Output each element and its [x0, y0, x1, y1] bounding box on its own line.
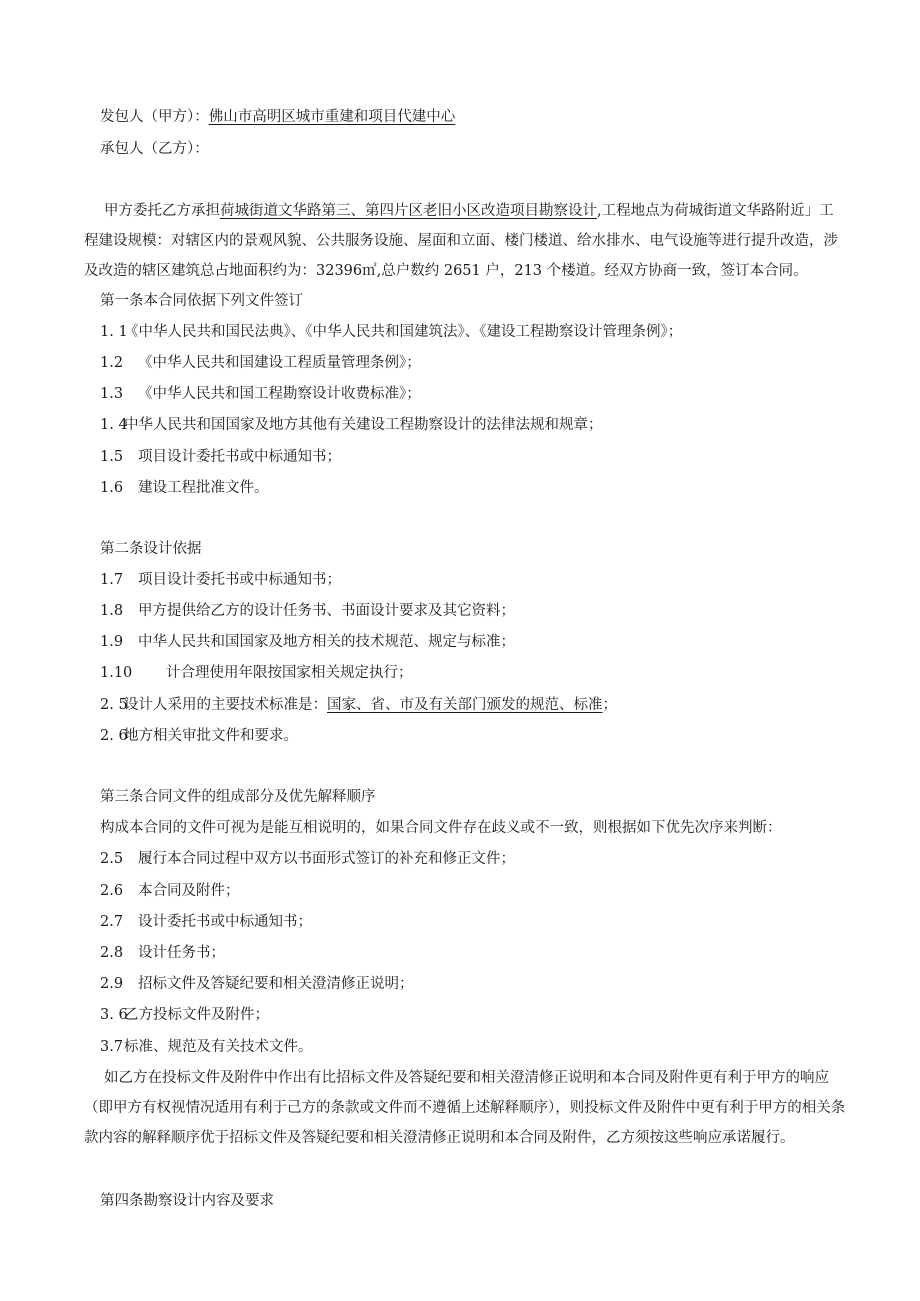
article-2-item: 2. 5设计人采用的主要技术标准是：国家、省、市及有关部门颁发的规范、标准； — [100, 697, 617, 713]
article-1-item: 1.3 《中华人民共和国工程勘察设计收费标准》； — [100, 386, 421, 402]
project-name: 荷城街道文华路第三、第四片区老旧小区改造项目勘察设计 — [220, 203, 597, 219]
article-3-closing-2: （即甲方有权视情况适用有利于己方的条款或文件而不遵循上述解释顺序），则投标文件及附件中更有利于甲方的相关条 — [84, 1100, 846, 1116]
contractor-label: 承包人（乙方）： — [100, 141, 209, 157]
article-3-intro: 构成本合同的文件可视为是能互相说明的，如果合同文件存在歧义或不一致，则根据如下优先次序来判断： — [100, 820, 782, 836]
article-2-item: 1.7 项目设计委托书或中标通知书； — [100, 572, 341, 588]
article-1-item: 1.6 建设工程批准文件。 — [100, 480, 269, 496]
article-1-item: 1.5 项目设计委托书或中标通知书； — [100, 449, 341, 465]
article-3-item: 2.9 招标文件及答疑纪要和相关澄清修正说明； — [100, 976, 414, 992]
employer-label: 发包人（甲方）： — [100, 109, 209, 125]
article-2-title: 第二条设计依据 — [100, 541, 202, 557]
article-3-item: 2.8 设计任务书； — [100, 945, 225, 961]
article-4-title: 第四条勘察设计内容及要求 — [100, 1193, 274, 1209]
contractor-line — [100, 139, 209, 159]
article-3-item: 3.7标准、规范及有关技术文件。 — [100, 1039, 313, 1055]
article-3-item: 2.6 本合同及附件； — [100, 883, 240, 899]
article-1-item: 1. 1《中华人民共和国民法典》、《中华人民共和国建筑法》、《建设工程勘察设计管理条例》； — [100, 324, 683, 340]
intro-line-1: 甲方委托乙方承担荷城街道文华路第三、第四片区老旧小区改造项目勘察设计,工程地点为荷城街道文华路附近」工 — [104, 203, 834, 219]
article-3-closing-1: 如乙方在投标文件及附件中作出有比招标文件及答疑纪要和相关澄清修正说明和本合同及附件更有利于甲方的响应 — [104, 1070, 829, 1086]
article-2-item: 2. 6地方相关审批文件和要求。 — [100, 728, 298, 744]
article-3-item: 3. 6乙方投标文件及附件； — [100, 1007, 269, 1023]
article-1-title: 第一条本合同依据下列文件签订 — [100, 293, 303, 309]
article-3-item: 2.7 设计委托书或中标通知书； — [100, 914, 312, 930]
article-1-item: 1.2 《中华人民共和国建设工程质量管理条例》； — [100, 355, 421, 371]
article-3-title: 第三条合同文件的组成部分及优先解释顺序 — [100, 789, 376, 805]
employer-line — [100, 107, 455, 127]
standards-text: 国家、省、市及有关部门颁发的规范、标准 — [327, 697, 603, 713]
article-3-item: 2.5 履行本合同过程中双方以书面形式签订的补充和修正文件； — [100, 851, 515, 867]
article-1-item: 1. 4中华人民共和国国家及地方其他有关建设工程勘察设计的法律法规和规章； — [100, 417, 603, 433]
article-3-closing-3: 款内容的解释顺序优于招标文件及答疑纪要和相关澄清修正说明和本合同及附件，乙方须按这些响应承诺履行。 — [84, 1130, 795, 1146]
article-2-item: 1.9 中华人民共和国国家及地方相关的技术规范、规定与标准； — [100, 634, 515, 650]
article-2-item: 1.8 甲方提供给乙方的设计任务书、书面设计要求及其它资料； — [100, 603, 515, 619]
article-2-item: 1.10 计合理使用年限按国家相关规定执行； — [100, 665, 413, 681]
intro-line-3: 及改造的辖区建筑总占地面积约为：32396㎡,总户数约 2651 户，213 个楼道。经双方协商一致，签订本合同。 — [84, 263, 808, 279]
intro-line-2: 程建设规模：对辖区内的景观风貌、公共服务设施、屋面和立面、楼门楼道、给水排水、电气设施等进行提升改造，涉 — [84, 233, 838, 249]
employer-name: 佛山市高明区城市重建和项目代建中心 — [208, 109, 456, 125]
